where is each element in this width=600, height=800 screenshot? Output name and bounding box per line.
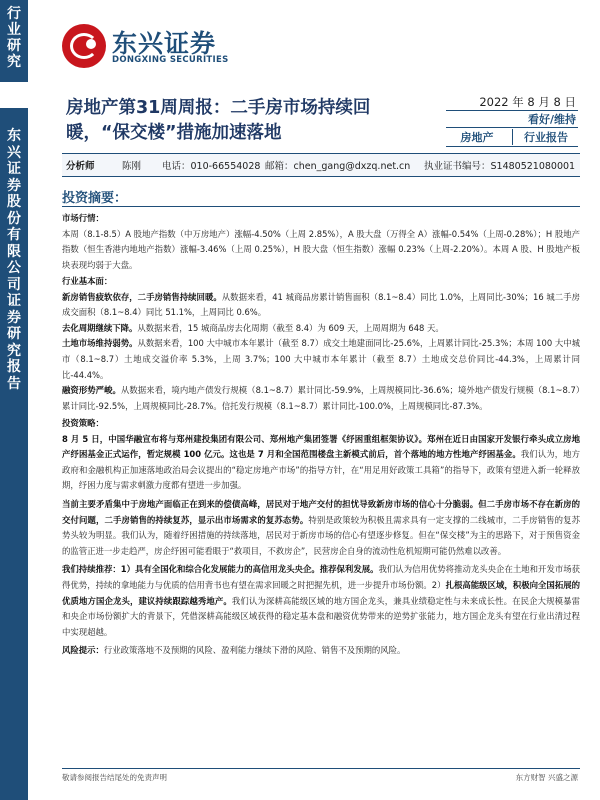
land-body: 从数据来看，100 大中城市本年累计（截至 8.7）成交土地建面同比-25.6%，上周累计同比-25.3%；本周 100 大中城市（8.1~8.7）土地成交溢价率 5.3%，上周 3.7%；100 大中城市本年累计（截至 8.7）土地成交总价同比-44.3%，上周累计同比-44.4%。 — [62, 338, 580, 380]
report-title: 房地产第31周周报：二手房市场持续回暖，“保交楼”措施加速落地 — [66, 98, 371, 143]
picks-body-2: 我们认为深耕高能级区域的地方国企龙头，兼具业绩稳定性与未来成长性。在民企大规模暴雷和央企市场份额扩大的背景下，凭借深耕高能级区域获得的稳定基本盘和融资优势带来的逆势扩张能力，地方国企龙头有望在行业出清过程中实现超越。 — [62, 595, 580, 637]
analyst-email: 邮箱：chen_gang@dxzq.net.cn — [265, 161, 411, 172]
market-analysis-lead: 当前主要矛盾集中于房地产面临正在到来的偿债高峰，居民对于地产交付的担忧导致新房市场的信心十分脆弱。但二手房市场不存在新房的交付问题，二手房销售的持续复苏，显示出市场需求的复苏态势。 — [62, 498, 580, 525]
picks-body: 我们认为信用优势将推动龙头央企在土地和开发市场获得优势，持续的拿地能力与优质的信用背书也有望在需求回暖之时把握先机，进一步提升市场份额。2） — [62, 564, 581, 590]
logo-chinese-name: 东兴证券 — [112, 29, 217, 58]
market-title: 市场行情： — [62, 213, 104, 223]
picks-lead: 我们持续推荐：1）具有全国化和综合化发展能力的高信用龙头央企。推荐保利发展。 — [62, 564, 379, 575]
picks-para — [62, 562, 580, 640]
market-section — [62, 211, 580, 273]
analyst-cert: 执业证书编号：S1480521080001 — [424, 161, 576, 172]
land-lead: 土地市场维持弱势。 — [62, 338, 138, 349]
footer-rule — [62, 768, 580, 769]
finance-body: 从数据来看，境内地产债发行规模（8.1~8.7）累计同比-59.9%，上周规模同比-36.6%；境外地产债发行规模（8.1~8.7）累计同比-92.5%，上周规模同比-28.7%。信托发行规模（8.1~8.7）累计同比-100.0%，上周规模同比-87.3%。 — [62, 385, 581, 411]
tag-report-type: 行业报告 — [512, 129, 579, 145]
tag-industry: 房地产 — [460, 131, 494, 144]
sidebar-separator — [0, 82, 28, 108]
fundamentals-title: 行业基本面： — [62, 276, 113, 286]
strategy-section — [62, 416, 580, 659]
market-analysis-para — [62, 497, 580, 559]
risk-title: 风险提示： — [62, 645, 104, 656]
analyst-name: 陈刚 — [122, 161, 142, 172]
analyst-phone: 电话：010-66554028 — [162, 161, 261, 172]
rating: 看好/维持 — [527, 113, 576, 126]
inventory-lead: 去化周期继续下降。 — [62, 322, 138, 333]
new-house-para — [62, 290, 580, 321]
summary-rule — [62, 206, 580, 207]
finance-para — [62, 383, 580, 414]
sidebar — [0, 0, 28, 800]
strategy-lead: 8 月 5 日，中国华融宣布将与郑州建投集团有限公司、郑州地产集团签署《纾困重组框架协议》。郑州在近日由国家开发银行牵头成立房地产纾困基金正式运作，暂定规模 100 亿元。这也是 7 月和全国范围楼盘主新模式前后，首个落地的地方性地产纾困基金。 — [62, 433, 580, 460]
footer-slogan: 东方财智 兴盛之源 — [515, 773, 578, 782]
strategy-body: 我们认为，地方政府和金融机构正加速落地政治局会议提出的“稳定房地产市场”的指导方针，在“用足用好政策工具箱”的指导下，政策有望进入新一轮释放期，纾困力度与需求刺激力度都有望进一步加强。 — [62, 449, 581, 491]
market-analysis-body: 特别是政策较为积极且需求具有一定支撑的二线城市，二手房销售的复苏势头较为明显。我们认为，随着纾困措施的持续落地，居民对于新房市场的信心有望逐步修复。但在“保交楼”为主的思路下，对于预售资金的监管正进一步走趋严，房企纾困可能看眼于“救项目，不救房企”，民营房企自身的流动性危机短期可能仍然难以改善。 — [62, 514, 581, 556]
risk-para — [62, 643, 580, 659]
sidebar-company: 东兴证券股份有限公司证券研究报告 — [7, 128, 21, 392]
summary-heading: 投资摘要： — [62, 191, 128, 206]
analyst-label: 分析师 — [66, 161, 95, 172]
finance-lead: 融资形势严峻。 — [62, 385, 121, 396]
market-body: 本周（8.1-8.5）A 股地产指数（中万房地产）涨幅-4.50%（上周 2.85%），A 股大盘（万得全 A）涨幅-0.54%（上周-0.28%）；H 股地产指数（恒生香港内地地产指数）涨幅-3.46%（上周 0.25%），H 股大盘（恒生指数）涨幅 0.23%（上周-2.20%）。本周 A 股、H 股地产板块表现均弱于大盘。 — [62, 228, 580, 270]
footer-disclaimer: 敬请参阅报告结尾处的免责声明 — [62, 773, 167, 782]
land-para — [62, 336, 580, 383]
picks-lead-2: 扎根高能级区域，积极向全国拓展的优质地方国企龙头，建议持续跟踪越秀地产。 — [62, 579, 581, 606]
new-house-lead: 新房销售疲软依存，二手房销售持续回暖。 — [62, 291, 222, 302]
report-date: 2022 年 8 月 8 日 — [479, 95, 576, 109]
risk-body: 行业政策落地不及预期的风险、盈利能力继续下滑的风险、销售不及预期的风险。 — [103, 645, 406, 656]
logo-english-name: DONGXING SECURITIES — [112, 55, 229, 65]
strategy-para — [62, 432, 580, 494]
company-logo-icon — [62, 24, 106, 68]
strategy-title: 投资策略： — [62, 418, 104, 428]
sidebar-category: 行业研究 — [7, 6, 21, 70]
inventory-para — [62, 321, 580, 337]
fundamentals-section — [62, 274, 580, 414]
new-house-body: 从数据来看，41 城商品房累计销售面积（8.1~8.4）同比 1.0%，上周同比-30%；16 城二手房成交面积（8.1~8.4）同比 51.1%，上周同比 0.6%。 — [62, 291, 580, 318]
inventory-body: 从数据来看，15 城商品房去化周期（截至 8.4）为 609 天，上周周期为 648 天。 — [137, 322, 444, 333]
